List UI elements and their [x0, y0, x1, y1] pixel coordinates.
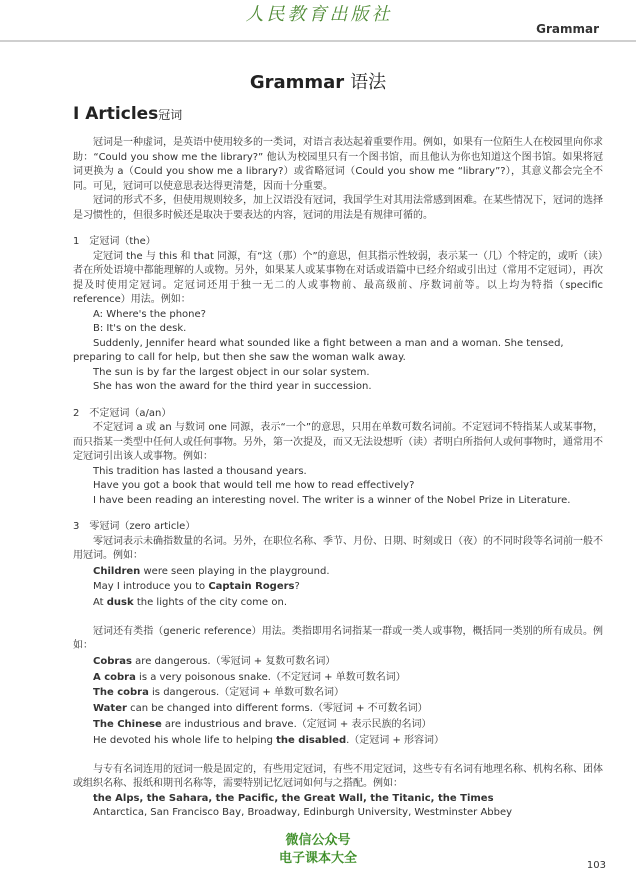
subsection-heading-zero: 3 零冠词（zero article） — [73, 521, 196, 532]
page-header — [0, 0, 636, 44]
example-sentence: At dusk the lights of the city come on. — [93, 597, 288, 609]
example-keyword: Cobras — [93, 655, 132, 667]
example-sentence: I have been reading an interesting novel. The writer is a winner of the Nobel Prize in Literature. — [93, 494, 571, 506]
subsection-heading-definite: 1 定冠词（the） — [73, 236, 156, 247]
example-sentence: Cobras are dangerous.（零冠词 + 复数可数名词） — [93, 655, 336, 667]
example-keyword: dusk — [106, 597, 134, 609]
page-title-en: Grammar — [249, 72, 345, 93]
running-header-label: Grammar — [536, 22, 599, 36]
publisher-logo: 人民教育出版社 — [245, 4, 393, 25]
example-sentence: Have you got a book that would tell me how to read effectively? — [93, 480, 415, 491]
example-keyword: The Chinese — [93, 719, 162, 731]
proper-noun-explanation: 与专有名词连用的冠词一般是固定的，有些用定冠词，有些不用定冠词，这些专有名词有地理名称、机构名称、团体或组织名称、报纸和期刊名称等，需要特别记忆冠词如何与之搭配。例如： — [73, 763, 603, 790]
example-sentence: A cobra is a very poisonous snake.（不定冠词 + 单数可数名词） — [93, 671, 406, 683]
section-heading — [73, 104, 182, 124]
example-sentence: The cobra is dangerous.（定冠词 + 单数可数名词） — [93, 687, 344, 699]
indefinite-explanation: 不定冠词 a 或 an 与数词 one 同源，表示“一个”的意思，只用在单数可数名词前。不定冠词不特指某人或某事物，而只指某一类型中任何人或任何事物。另外，第一次提及，而又无法设想听（读）者明白所指何人或何事物时，通常用不定冠词引出该人或事物。例如： — [73, 422, 603, 462]
subsection-heading-indefinite: 2 不定冠词（a/an） — [73, 407, 172, 419]
watermark — [0, 832, 636, 868]
article-body — [73, 136, 603, 821]
zero-explanation: 零冠词表示未确指数量的名词。另外，在职位名称、季节、月份、日期、时刻或日（夜）的不同时段等名词前一般不用冠词。例如： — [73, 535, 603, 561]
generic-explanation: 冠词还有类指（generic reference）用法。类指即用名词指某一群或一类人或事物，概括同一类别的所有成员。例如： — [73, 625, 603, 652]
page-number: 103 — [586, 860, 606, 871]
proper-noun-examples-with-the: the Alps, the Sahara, the Pacific, the Great Wall, the Titanic, the Times — [93, 792, 494, 804]
proper-noun-examples-without-article: Antarctica, San Francisco Bay, Broadway, Edinburgh University, Westminster Abbey — [93, 807, 513, 819]
watermark-line: 微信公众号 — [285, 833, 351, 848]
example-keyword: the disabled — [276, 734, 347, 746]
example-sentence: This tradition has lasted a thousand years. — [93, 465, 307, 477]
example-sentence: May I introduce you to Captain Rogers? — [93, 581, 300, 593]
page-title — [0, 68, 636, 94]
intro-paragraph: 冠词是一种虚词，是英语中使用较多的一类词，对语言表达起着重要作用。例如，如果有一位陌生人在校园里向你求助：“Could you show me the library?” 他认为校园里只有一个图书馆，而且他认为你也知道这个图书馆。如果将冠词更换为 a（Could you show me a library?）或省略冠词（Could you show me “library”?），其意义都会完全不同。可见，冠词可以使意思表达得更清楚，因而十分重要。 — [73, 137, 603, 192]
example-keyword: Water — [93, 703, 127, 715]
example-sentence: The sun is by far the largest object in our solar system. — [93, 366, 370, 378]
example-keyword: Children — [93, 565, 141, 577]
example-keyword: A cobra — [93, 671, 136, 683]
spacer — [73, 611, 603, 625]
example-sentence: The Chinese are industrious and brave.（定冠词 + 表示民族的名词） — [93, 719, 432, 731]
watermark-line: 电子课本大全 — [278, 851, 357, 866]
example-sentence: B: It's on the desk. — [93, 323, 187, 334]
spacer — [73, 749, 603, 763]
example-sentence: Suddenly, Jennifer heard what sounded like a fight between a man and a woman. She tensed, preparing to call for help, but then she saw the woman walk away. — [73, 337, 564, 363]
example-sentence: She has won the award for the third year in succession. — [93, 381, 372, 392]
example-keyword: The cobra — [93, 687, 149, 699]
intro-paragraph: 冠词的形式不多，但使用规则较多，加上汉语没有冠词，我国学生对其用法常感到困难。在某些情况下，冠词的选择是习惯性的，但很多时候还是取决于要表达的内容，冠词的用法是有规律可循的。 — [73, 195, 603, 221]
header-divider — [0, 40, 636, 42]
example-sentence: He devoted his whole life to helping the disabled.（定冠词 + 形容词） — [93, 734, 445, 746]
example-sentence: A: Where's the phone? — [93, 308, 206, 320]
section-heading-zh: 冠词 — [158, 108, 183, 122]
page-title-zh: 语法 — [350, 72, 387, 93]
definite-explanation: 定冠词 the 与 this 和 that 同源，有“这（那）个”的意思，但其指示性较弱，表示某一（几）个特定的，或听（读）者在所处语境中都能理解的人或物。另外，如果某人或某事物在对话或语篇中已经介绍或引出过（常用不定冠词），再次提及时使用定冠词。定冠词还用于独一无二的人或事物前、最高级前、序数词前等。以上均为特指（specific reference）用法。例如： — [73, 250, 603, 305]
example-sentence: Children were seen playing in the playground. — [93, 565, 330, 577]
example-keyword: Captain Rogers — [208, 581, 295, 593]
section-heading-en: I Articles — [73, 104, 159, 124]
example-sentence: Water can be changed into different forms.（零冠词 + 不可数名词） — [93, 703, 428, 715]
